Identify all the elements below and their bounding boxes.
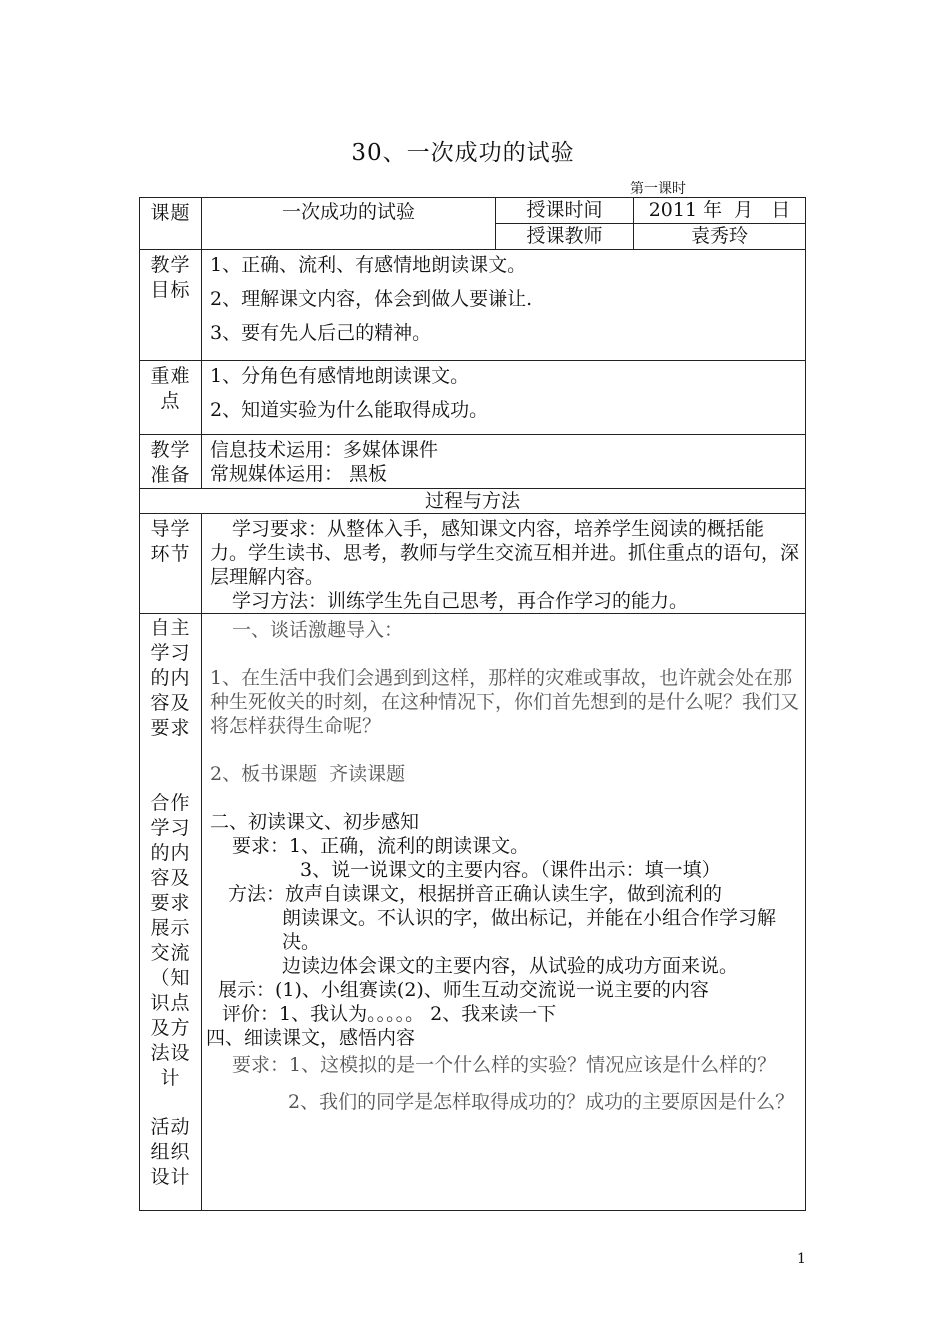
lesson-label: 第一课时 bbox=[630, 181, 686, 197]
label-line: 要求 bbox=[150, 717, 191, 739]
label-line: 法设 bbox=[150, 1042, 191, 1064]
document-title: 30、一次成功的试验 bbox=[351, 140, 575, 166]
time-label: 授课时间 bbox=[496, 198, 634, 224]
self-study-label bbox=[142, 616, 199, 741]
main-label bbox=[140, 614, 202, 1211]
label-line: 交流 bbox=[150, 942, 191, 964]
guide-label-line: 环节 bbox=[150, 543, 191, 565]
preparation-row bbox=[140, 435, 806, 489]
label-line: 识点 bbox=[150, 992, 191, 1014]
read-heading: 二、初读课文、初步感知 bbox=[210, 811, 420, 833]
guide-methods: 学习方法：训练学生先自己思考，再合作学习的能力。 bbox=[232, 590, 689, 612]
lesson-plan-table bbox=[139, 197, 806, 1211]
goals-row bbox=[140, 250, 806, 361]
activity-label bbox=[142, 1115, 199, 1190]
label-line: 展示 bbox=[150, 917, 191, 939]
intro-heading: 一、谈话激趣导入： bbox=[232, 619, 404, 641]
guide-label-line: 导学 bbox=[150, 518, 191, 540]
goals-label-line: 目标 bbox=[150, 279, 191, 301]
label-line: 及方 bbox=[150, 1017, 191, 1039]
label-line: 学习 bbox=[150, 642, 191, 664]
label-line: 的内 bbox=[150, 842, 191, 864]
goal-item: 3、要有先人后己的精神。 bbox=[210, 322, 432, 344]
requirement-3: 3、说一说课文的主要内容。（课件出示：填一填） bbox=[300, 859, 721, 881]
key-points-label-line: 重难 bbox=[150, 365, 191, 387]
topic-row bbox=[140, 198, 806, 224]
main-content bbox=[202, 614, 806, 1211]
key-point-item: 1、分角色有感情地朗读课文。 bbox=[210, 365, 470, 387]
page-number: 1 bbox=[797, 1251, 806, 1267]
key-point-item: 2、知道实验为什么能取得成功。 bbox=[210, 399, 489, 421]
label-line: 设计 bbox=[150, 1166, 191, 1188]
label-line: 计 bbox=[160, 1067, 181, 1089]
method-line-1: 方法：放声自读课文，根据拼音正确认读生字，做到流利的 bbox=[228, 883, 723, 905]
key-points-row bbox=[140, 361, 806, 435]
label-line: 自主 bbox=[150, 617, 191, 639]
guide-requirements: 学习要求：从整体入手，感知课文内容，培养学生阅读的概括能力。学生读书、思考，教师与学生交流互相并进。抓住重点的语句，深层理解内容。 bbox=[210, 518, 800, 588]
method-line-3: 边读边体会课文的主要内容，从试验的成功方面来说。 bbox=[282, 955, 739, 977]
topic-value: 一次成功的试验 bbox=[202, 198, 496, 250]
eval-line: 评价：1、我认为。。。。。 2、我来读一下 bbox=[222, 1003, 557, 1025]
label-line: （知 bbox=[150, 967, 191, 989]
preparation-label-line: 教学 bbox=[150, 439, 191, 461]
deep-requirement-1: 要求：1、这模拟的是一个什么样的实验？情况应该是什么样的？ bbox=[232, 1054, 777, 1076]
intro-question-2: 2、板书课题 齐读课题 bbox=[210, 763, 406, 785]
show-line: 展示：(1)、小组赛读(2)、师生互动交流说一说主要的内容 bbox=[218, 979, 709, 1001]
guide-content bbox=[202, 514, 806, 614]
requirement-1: 要求：1、正确，流利的朗读课文。 bbox=[232, 835, 530, 857]
process-header-row bbox=[140, 489, 806, 514]
guide-label bbox=[140, 514, 202, 614]
key-points-content bbox=[202, 361, 806, 435]
topic-label: 课题 bbox=[140, 198, 202, 250]
goal-item: 1、正确、流利、有感情地朗读课文。 bbox=[210, 254, 527, 276]
time-value: 2011 年 月 日 bbox=[634, 198, 806, 224]
goals-label-line: 教学 bbox=[150, 254, 191, 276]
label-line: 组织 bbox=[150, 1141, 191, 1163]
teacher-label: 授课教师 bbox=[496, 224, 634, 250]
deep-read-heading: 四、细读课文，感悟内容 bbox=[206, 1027, 416, 1049]
label-line: 要求 bbox=[150, 892, 191, 914]
preparation-label-line: 准备 bbox=[150, 464, 191, 486]
preparation-item: 常规媒体运用： 黑板 bbox=[210, 463, 388, 485]
preparation-item: 信息技术运用：多媒体课件 bbox=[210, 439, 439, 461]
method-line-2: 朗读课文。不认识的字，做出标记，并能在小组合作学习解决。 bbox=[282, 907, 777, 953]
goals-content bbox=[202, 250, 806, 361]
cooperative-label bbox=[142, 791, 199, 1091]
deep-requirement-2: 2、我们的同学是怎样取得成功的？成功的主要原因是什么？ bbox=[288, 1091, 795, 1113]
key-points-label-line: 点 bbox=[160, 390, 181, 412]
label-line: 学习 bbox=[150, 817, 191, 839]
label-line: 活动 bbox=[150, 1116, 191, 1138]
intro-question-1: 1、在生活中我们会遇到到这样，那样的灾难或事故，也许就会处在那种生死攸关的时刻，在这种情况下，你们首先想到的是什么呢？我们又将怎样获得生命呢？ bbox=[210, 667, 800, 737]
preparation-label bbox=[140, 435, 202, 489]
key-points-label bbox=[140, 361, 202, 435]
process-header: 过程与方法 bbox=[140, 489, 806, 514]
label-line: 的内 bbox=[150, 667, 191, 689]
goals-label bbox=[140, 250, 202, 361]
goal-item: 2、理解课文内容，体会到做人要谦让. bbox=[210, 288, 533, 310]
label-line: 合作 bbox=[150, 792, 191, 814]
label-line: 容及 bbox=[150, 867, 191, 889]
label-line: 容及 bbox=[150, 692, 191, 714]
main-row bbox=[140, 614, 806, 1211]
teacher-value: 袁秀玲 bbox=[634, 224, 806, 250]
preparation-content bbox=[202, 435, 806, 489]
guide-row bbox=[140, 514, 806, 614]
